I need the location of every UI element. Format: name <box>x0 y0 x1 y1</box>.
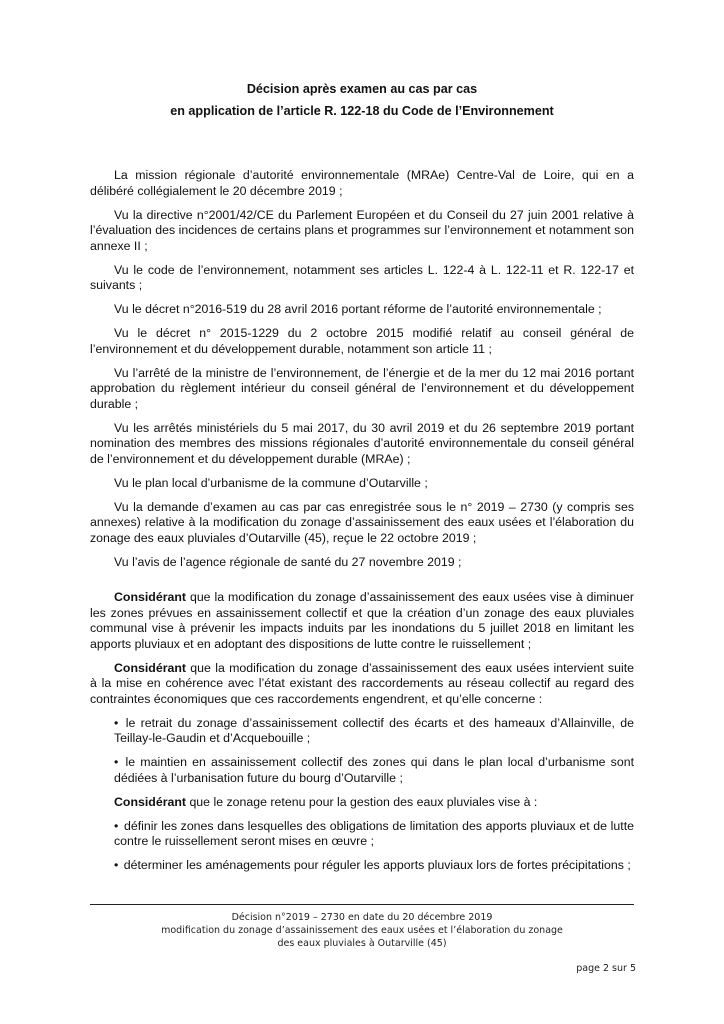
page-number: page 2 sur 5 <box>576 963 636 974</box>
paragraph-directive: Vu la directive n°2001/42/CE du Parlement Européen et du Conseil du 27 juin 2001 relative à l’évaluation des incidences de certains plans et programmes sur l’environnement et notamment son annexe II ; <box>90 207 634 253</box>
document-body <box>90 168 634 882</box>
considerant-2 <box>90 661 634 708</box>
considerant-keyword: Considérant <box>114 660 187 675</box>
bullet-text: déterminer les aménagements pour réguler les apports pluviaux lors de fortes précipitations ; <box>123 858 631 872</box>
title-line-1: Décision après examen au cas par cas <box>246 82 478 96</box>
footer <box>90 911 634 950</box>
paragraph-decret-2015: Vu le décret n° 2015-1229 du 2 octobre 2015 modifié relatif au conseil général de l’environnement et du développement durable, notamment son article 11 ; <box>90 326 634 356</box>
considerant-text: que le zonage retenu pour la gestion des eaux pluviales vise à : <box>186 794 538 809</box>
paragraph-avis-ars: Vu l’avis de l’agence régionale de santé du 27 novembre 2019 ; <box>114 554 462 569</box>
title-line-2: en application de l’article R. 122-18 du Code de l’Environnement <box>170 104 554 118</box>
paragraph-code-environnement: Vu le code de l’environnement, notamment ses articles L. 122-4 à L. 122-11 et R. 122-17 et suivants ; <box>90 262 634 292</box>
considerant-keyword: Considérant <box>114 590 187 604</box>
considerant-text: que la modification du zonage d’assainissement des eaux usées intervient suite à la mise en cohérence avec l’état existant des raccordements au réseau collectif au regard des contraintes économiques que ces raccordements engendrent, et qu’elle concerne : <box>90 660 634 706</box>
footer-line-2: modification du zonage d’assainissement des eaux usées et l’élaboration du zonage <box>161 925 563 936</box>
bullet-glyph: • <box>114 818 119 833</box>
footer-line-1: Décision n°2019 – 2730 en date du 20 décembre 2019 <box>231 912 493 923</box>
paragraph-arrete-2016: Vu l’arrêté de la ministre de l’environnement, de l’énergie et de la mer du 12 mai 2016 portant approbation du règlement intérieur du conseil général de l’environnement et du développement durable ; <box>90 365 634 411</box>
paragraph-decret-2016: Vu le décret n°2016-519 du 28 avril 2016 portant réforme de l’autorité environnementale ; <box>114 302 602 316</box>
paragraph-demande: Vu la demande d’examen au cas par cas enregistrée sous le n° 2019 – 2730 (y compris ses annexes) relative à la modification du zonage d’assainissement des eaux usées et l’élaboration du zonage des eaux pluviales d’Outarville (45), reçue le 22 octobre 2019 ; <box>90 499 634 545</box>
bullet-text: le maintien en assainissement collectif des zones qui dans le plan local d’urbanisme sont dédiées à l’urbanisation future du bourg d’Outarville ; <box>114 755 635 785</box>
footer-line-3: des eaux pluviales à Outarville (45) <box>277 938 447 949</box>
bullet-glyph: • <box>114 715 119 730</box>
footer-divider <box>90 904 634 905</box>
bullet-item <box>90 819 634 850</box>
considerant-keyword: Considérant <box>114 794 187 809</box>
considerant-3 <box>90 795 634 811</box>
bullet-text: le retrait du zonage d’assainissement collectif des écarts et des hameaux d’Allainville, de Teillay-le-Gaudin et d’Acquebouille ; <box>114 715 634 745</box>
paragraph-mrae: La mission régionale d’autorité environnementale (MRAe) Centre-Val de Loire, qui en a délibéré collégialement le 20 décembre 2019 ; <box>90 168 634 198</box>
paragraph-arretes-ministeriels: Vu les arrêtés ministériels du 5 mai 2017, du 30 avril 2019 et du 26 septembre 2019 portant nomination des membres des missions régionales d’autorité environnementale du conseil général de l’environnement et du développement durable (MRAe) ; <box>90 420 634 466</box>
bullet-item <box>90 755 634 786</box>
bullet-item <box>90 858 634 874</box>
bullet-text: définir les zones dans lesquelles des obligations de limitation des apports pluviaux et de lutte contre le ruissellement seront mises en œuvre ; <box>114 818 634 848</box>
bullet-glyph: • <box>114 858 119 872</box>
bullet-glyph: • <box>114 755 119 769</box>
bullet-item <box>90 716 634 747</box>
paragraph-plu: Vu le plan local d’urbanisme de la commune d’Outarville ; <box>114 475 428 490</box>
considerant-1 <box>90 590 634 652</box>
considerant-text: que la modification du zonage d’assainissement des eaux usées vise à diminuer les zones prévues en assainissement collectif et que la création d’un zonage des eaux pluviales communal vise à prévenir les impacts induits par les inondations du 5 juillet 2018 en limitant les apports pluviaux et en adoptant des dispositions de lutte contre le ruissellement ; <box>90 590 634 651</box>
document-title <box>100 78 624 122</box>
